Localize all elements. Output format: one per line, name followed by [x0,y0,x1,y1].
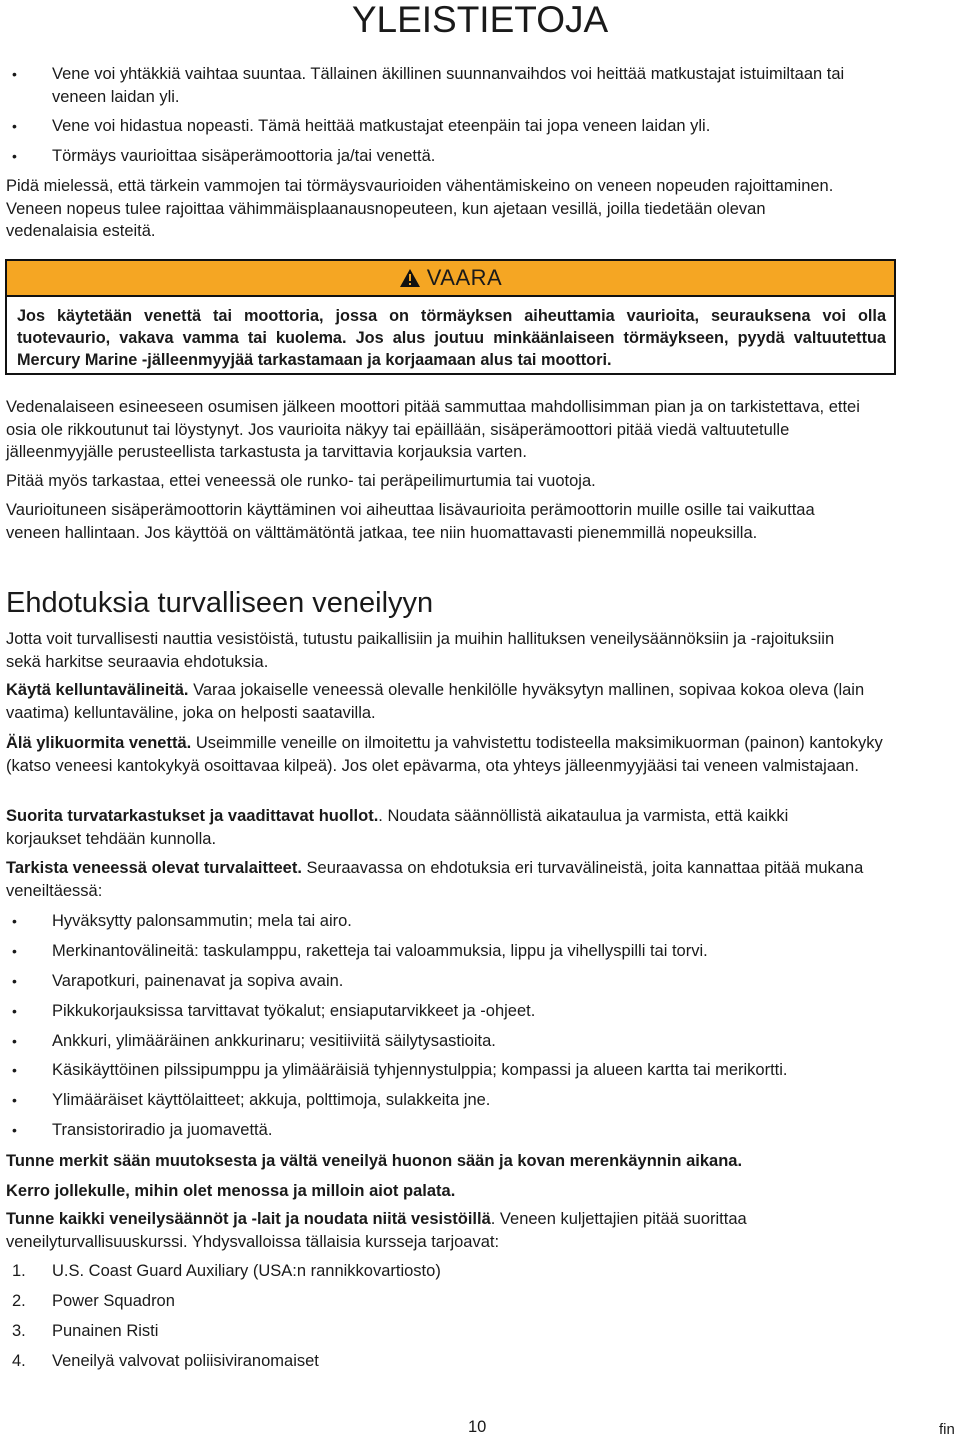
warning-label: VAARA [426,265,503,290]
life-jackets-paragraph: Käytä kelluntavälineitä. Varaa jokaiselle veneessä olevalle henkilölle hyväksytyn mallinen, sopivaa kokoa oleva (lain vaatima) kelluntaväline, joka on helposti saatavilla. [6,681,865,722]
danger-warning-box [5,259,896,375]
courses-list [6,1260,886,1380]
damaged-paragraph: Vaurioituneen sisäperämoottorin käyttäminen voi aiheuttaa lisävaurioita perämoottorin muille osille tai vaikuttaa veneen hallintaan. Jos käyttöä on välttämätöntä jatkaa, tee niin huomattavasti pienemmillä nopeuksilla. [6,501,815,542]
bullet-icon: • [12,1122,17,1139]
intro-bullet-list [6,63,886,174]
warning-text: Jos käytetään venettä tai moottoria, jossa on törmäyksen aiheuttamia vaurioita, seurauksena voi olla tuotevaurio, vakava vamma tai kuolema. Jos alus joutuu minkäänlaiseen törmäykseen, pyydä valtuutettua Mercury Marine -jälleenmyyjää tarkastamaan ja korjaamaan alus tai moottori. [17,307,886,369]
list-item: 4. Veneilyä valvovat poliisiviranomaiset [12,1352,319,1370]
weather-paragraph: Tunne merkit sään muutoksesta ja vältä veneilyä huonon sään ja kovan merenkäynnin aikana. [6,1152,743,1170]
tell-someone-paragraph: Kerro jollekulle, mihin olet menossa ja milloin aiot palata. [6,1182,456,1200]
underwater-paragraph: Vedenalaiseen esineeseen osumisen jälkeen moottori pitää sammuttaa mahdollisimman pian ja on tarkistettava, ettei osia ole rikkoutunut tai löystynyt. Jos vaurioita näkyy tai epäillään, sisäperämoottori pitää viedä valtuutetulle jälleenmyyjälle perusteellista tarkastusta ja tarvittavia korjauksia varten. [6,398,860,461]
list-item: • Ankkuri, ylimääräinen ankkurinaru; vesitiiviitä säilytysastioita. [6,1030,906,1053]
section-intro: Jotta voit turvallisesti nauttia vesistöistä, tutustu paikallisiin ja muihin hallituksen veneilysäännöksiin ja -rajoituksiin sekä harkitse seuraavia ehdotuksia. [6,630,835,671]
safety-gear-paragraph: Tarkista veneessä olevat turvalaitteet. Seuraavassa on ehdotuksia eri turvavälineistä, joita kannattaa pitää mukana veneiltäessä: [6,859,864,900]
list-item: • Hyväksytty palonsammutin; mela tai airo. [6,910,906,933]
section-heading: Ehdotuksia turvalliseen veneilyyn [6,587,434,619]
list-item: • Pikkukorjauksissa tarvittavat työkalut; ensiaputarvikkeet ja -ohjeet. [6,1000,906,1023]
bullet-icon: • [12,66,17,82]
bullet-icon: • [12,1002,17,1019]
bullet-icon: • [12,118,17,134]
overload-lead: Älä ylikuormita venettä. [6,734,192,752]
language-code: fin [939,1421,955,1438]
list-item: • Merkinantovälineitä: taskulamppu, raketteja tai valoammuksia, lippu ja vihellyspilli tai torvi. [6,940,906,963]
warning-triangle-icon [399,268,421,288]
safety-gear-list [6,910,906,1149]
rules-paragraph: Tunne kaikki veneilysäännöt ja -lait ja noudata niitä vesistöillä. Veneen kuljettajien pitää suorittaa veneilyturvallisuuskurssi. Yhdysvalloissa tällaisia kursseja tarjoavat: [6,1210,747,1251]
speed-paragraph: Pidä mielessä, että tärkein vammojen tai törmäysvaurioiden vähentämiskeino on veneen nopeuden rajoittaminen. Veneen nopeus tulee rajoittaa vähimmäisplaanausnopeuteen, kun ajetaan vesillä, joilla tiedetään olevan vedenalaisia esteitä. [6,177,834,240]
list-item: • Varapotkuri, painenavat ja sopiva avain. [6,970,906,993]
bullet-icon: • [12,147,17,164]
inspections-paragraph: Suorita turvatarkastukset ja vaadittavat huollot.. Noudata säännöllistä aikataulua ja varmista, että kaikki korjaukset tehdään kunnolla. [6,807,789,848]
rules-lead: Tunne kaikki veneilysäännöt ja -lait ja noudata niitä vesistöillä [6,1210,491,1228]
page-title: YLEISTIETOJA [351,0,609,40]
bullet-icon: • [12,1032,17,1049]
inspections-lead: Suorita turvatarkastukset ja vaadittavat huollot. [6,807,379,825]
hull-paragraph: Pitää myös tarkastaa, ettei veneessä ole runko- tai peräpeilimurtumia tai vuotoja. [6,472,596,490]
list-item: • Vene voi hidastua nopeasti. Tämä heittää matkustajat eteenpäin tai jopa veneen laidan yli. [6,115,886,138]
overload-paragraph: Älä ylikuormita venettä. Useimmille veneille on ilmoitettu ja vahvistettu todisteella maksimikuorman (painon) kantokyky (katso veneesi kantokykyä osoittavaa kilpeä). Jos olet epävarma, ota yhteys jälleenmyyjääsi tai veneen valmistajaan. [6,734,883,775]
warning-header [7,261,894,297]
list-item: • Transistoriradio ja juomavettä. [6,1119,906,1142]
bullet-icon: • [12,1062,17,1079]
bullet-icon: • [12,972,17,989]
list-item: • Vene voi yhtäkkiä vaihtaa suuntaa. Tällainen äkillinen suunnanvaihdos voi heittää matkustajat istuimiltaan tai veneen laidan yli. [12,65,845,106]
bullet-icon: • [12,942,17,959]
list-item: • Käsikäyttöinen pilssipumppu ja ylimääräisiä tyhjennystulppia; kompassi ja alueen kartta tai merikortti. [6,1059,906,1082]
bullet-icon: • [12,1092,17,1109]
list-item: • Ylimääräiset käyttölaitteet; akkuja, polttimoja, sulakkeita jne. [6,1089,906,1112]
list-item: • Törmäys vaurioittaa sisäperämoottoria ja/tai venettä. [6,145,886,168]
life-jackets-lead: Käytä kelluntavälineitä. [6,681,189,699]
bullet-icon: • [12,913,17,929]
safety-gear-lead: Tarkista veneessä olevat turvalaitteet. [6,859,302,877]
list-item: 3. Punainen Risti [12,1322,159,1340]
list-item: 2. Power Squadron [12,1292,175,1310]
list-item: 1. U.S. Coast Guard Auxiliary (USA:n rannikkovartiosto) [12,1262,441,1280]
page-number: 10 [468,1418,487,1436]
